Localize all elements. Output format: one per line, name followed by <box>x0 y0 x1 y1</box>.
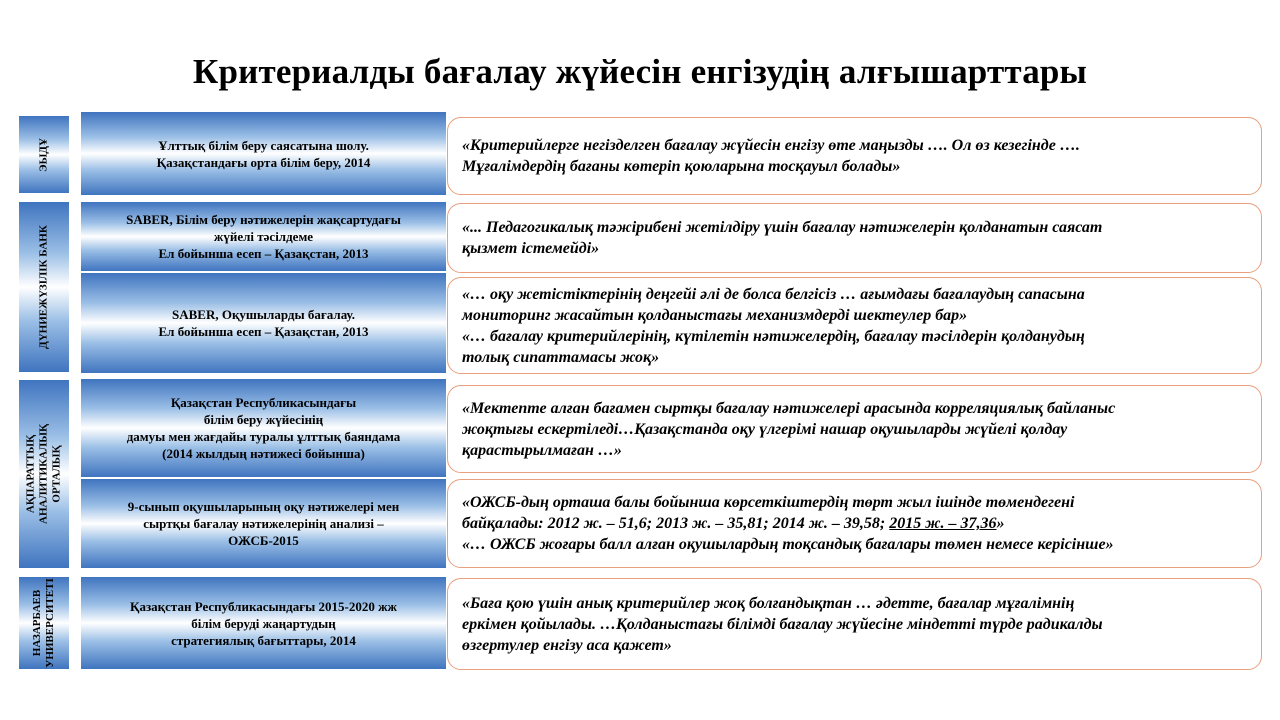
source-box: 9-сынып оқушыларының оқу нәтижелері мен сыртқы бағалау нәтижелерінің анализі – ОЖСБ-2015 <box>81 479 446 568</box>
quote-box <box>447 479 1262 568</box>
org-label-world-bank <box>19 202 69 372</box>
org-label-text: ДҮНИЕЖҮЗІЛІК БАНК <box>37 225 50 349</box>
quote-text-part: «ОЖСБ-дың орташа балы бойынша көрсеткіштердің төрт жыл ішінде төмендегені байқалады: 2012 ж. – 51,6; 2013 ж. – 35,81; 2014 ж. – 39,58; <box>462 494 1075 532</box>
quote-box <box>447 203 1262 273</box>
quote-underlined-value: 2015 ж. – 37,36 <box>889 515 997 532</box>
quote-box <box>447 578 1262 670</box>
source-box: SABER, Білім беру нәтижелерін жақсартудағы жүйелі тәсілдеме Ел бойынша есеп – Қазақстан, 2013 <box>81 202 446 271</box>
source-box: SABER, Оқушыларды бағалау. Ел бойынша есеп – Қазақстан, 2013 <box>81 273 446 373</box>
source-box: Ұлттық білім беру саясатына шолу. Қазақстандағы орта білім беру, 2014 <box>81 112 446 195</box>
quote-box <box>447 117 1262 195</box>
quote-text: «... Педагогикалық тәжірибені жетілдіру үшін бағалау нәтижелерін қолданатын саясат қызмет істемейді» <box>462 219 1103 257</box>
org-label-nazarbayev-university <box>19 577 69 669</box>
org-label-analytical-center <box>19 380 69 568</box>
quote-text-part: » «… ОЖСБ жоғары балл алған оқушылардың тоқсандық бағалары төмен немесе керісінше» <box>462 515 1114 553</box>
quote-text: «Мектепте алған бағамен сыртқы бағалау нәтижелері арасында корреляциялық байланыс жоқтығы ескертіледі…Қазақстанда оқу үлгерімі нашар оқушыларды жүйелі қолдау қарастырылмаған …» <box>462 399 1116 459</box>
org-label-text: АҚПАРАТТЫҚ АНАЛИТИКАЛЫҚ ОРТАЛЫҚ <box>24 424 63 524</box>
quote-text: «Баға қою үшін анық критерийлер жоқ болғандықтан … әдетте, бағалар мұғалімнің еркімен қойылады. …Қолданыстағы білімді бағалау жүйесіне міндетті түрде радикалды өзгертулер енгізу аса қажет» <box>462 594 1103 654</box>
org-label-oecd <box>19 116 69 193</box>
org-label-text: ЭЫДҰ <box>37 137 50 172</box>
source-box: Қазақстан Республикасындағы 2015-2020 жж білім беруді жаңартудың стратегиялық бағыттары, 2014 <box>81 577 446 669</box>
quote-text: «Критерийлерге негізделген бағалау жүйесін енгізу өте маңызды …. Ол өз кезегінде …. Мұғалімдердің бағаны көтеріп қоюларына тосқауыл болады» <box>462 137 1080 175</box>
quote-text <box>462 492 1114 555</box>
quote-text: «… оқу жетістіктерінің деңгейі әлі де болса белгісіз … ағымдағы бағалаудың сапасына мониторинг жасайтын қолданыстағы механизмдерді шектеулер бар» «… бағалау критерийлерінің, күтілетін нәтижелердің, бағалау тәсілдерін қолданудың толық сипаттамасы жоқ» <box>462 285 1085 366</box>
quote-box <box>447 385 1262 473</box>
page-title: Критериалды бағалау жүйесін енгізудің алғышарттары <box>192 52 1088 91</box>
source-box: Қазақстан Республикасындағы білім беру жүйесінің дамуы мен жағдайы туралы ұлттық баяндама (2014 жылдың нәтижесі бойынша) <box>81 379 446 477</box>
quote-box <box>447 277 1262 374</box>
org-label-text: НАЗАРБАЕВ УНИВЕРСИТЕТІ <box>31 578 56 668</box>
